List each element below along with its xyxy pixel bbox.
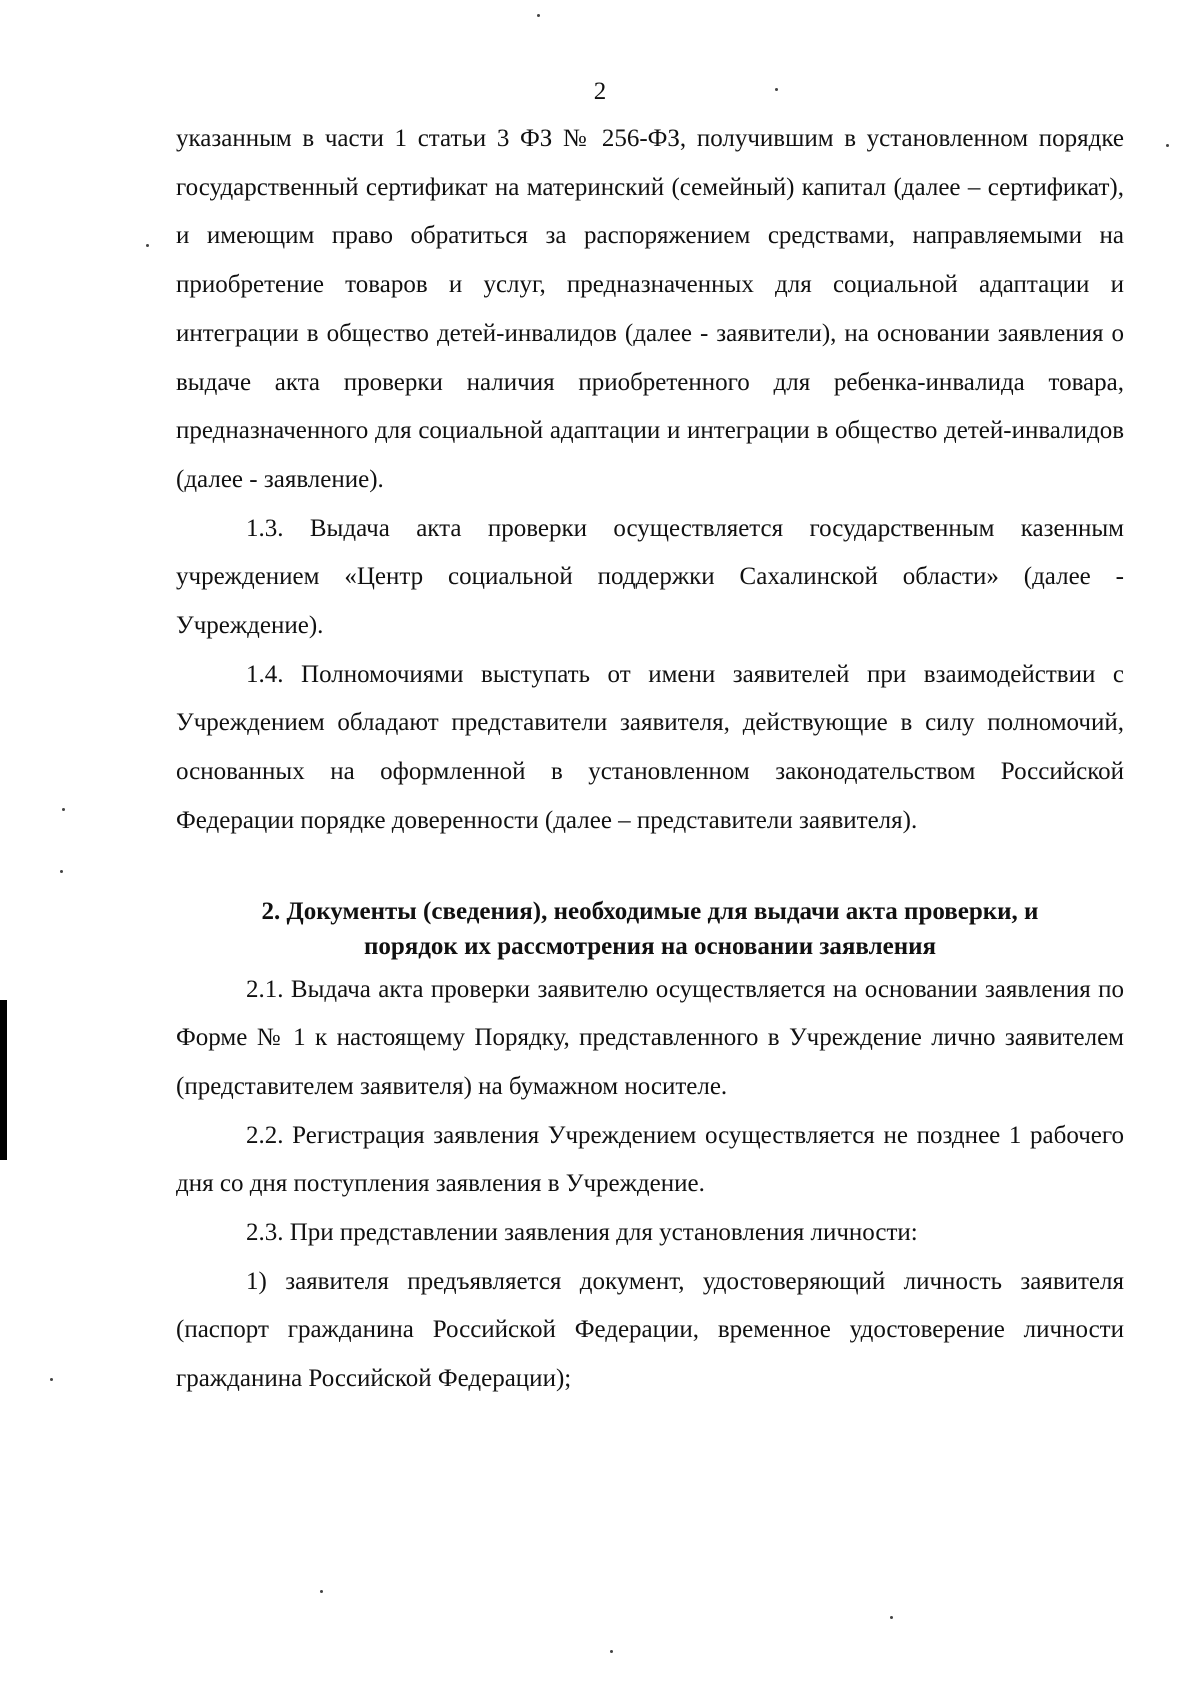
document-body bbox=[176, 115, 1124, 1404]
scan-speck bbox=[610, 1650, 613, 1653]
paragraph-2-1: 2.1. Выдача акта проверки заявителю осуществляется на основании заявления по Форме № 1 к настоящему Порядку, представленного в Учреждение лично заявителем (представителем заявителя) на бумажном носителе. bbox=[176, 975, 1124, 1100]
scan-speck bbox=[775, 88, 778, 91]
scan-speck bbox=[50, 1378, 53, 1381]
scan-speck bbox=[537, 14, 540, 17]
scan-speck bbox=[320, 1590, 323, 1593]
scan-speck bbox=[146, 244, 149, 247]
scan-speck bbox=[62, 808, 65, 811]
scan-speck bbox=[60, 870, 63, 873]
paragraph-2-3-item-1: 1) заявителя предъявляется документ, удостоверяющий личность заявителя (паспорт гражданина Российской Федерации, временное удостоверение личности гражданина Российской Федерации); bbox=[176, 1267, 1124, 1393]
paragraph-1-3: 1.3. Выдача акта проверки осуществляется государственным казенным учреждением «Центр социальной поддержки Сахалинской области» (далее - Учреждение). bbox=[176, 514, 1124, 640]
section-2-heading-line-2: порядок их рассмотрения на основании заявления bbox=[363, 932, 937, 960]
scan-edge-mark bbox=[0, 1000, 7, 1160]
section-2-heading-line-1: 2. Документы (сведения), необходимые для выдачи акта проверки, и bbox=[261, 897, 1039, 925]
paragraph-2-2: 2.2. Регистрация заявления Учреждением осуществляется не позднее 1 рабочего дня со дня поступления заявления в Учреждение. bbox=[176, 1121, 1124, 1198]
section-2-heading bbox=[176, 894, 1124, 964]
scan-speck bbox=[1166, 144, 1169, 147]
scan-speck bbox=[890, 1616, 893, 1619]
page-number: 2 bbox=[593, 78, 607, 105]
paragraph-recipients: указанным в части 1 статьи 3 ФЗ № 256-ФЗ, получившим в установленном порядке государственный сертификат на материнский (семейный) капитал (далее – сертификат), и имеющим право обратиться за распоряжением средствами, направляемыми на приобретение товаров и услуг, предназначенных для социальной адаптации и интеграции в общество детей-инвалидов (далее - заявители), на основании заявления о выдаче акта проверки наличия приобретенного для ребенка-инвалида товара, предназначенного для социальной адаптации и интеграции в общество детей-инвалидов (далее - заявление). bbox=[176, 125, 1124, 493]
paragraph-1-4: 1.4. Полномочиями выступать от имени заявителей при взаимодействии с Учреждением обладают представители заявителя, действующие в силу полномочий, основанных на оформленной в установленном законодательством Российской Федерации порядке доверенности (далее – представители заявителя). bbox=[176, 660, 1124, 834]
paragraph-2-3: 2.3. При представлении заявления для установления личности: bbox=[246, 1219, 918, 1247]
